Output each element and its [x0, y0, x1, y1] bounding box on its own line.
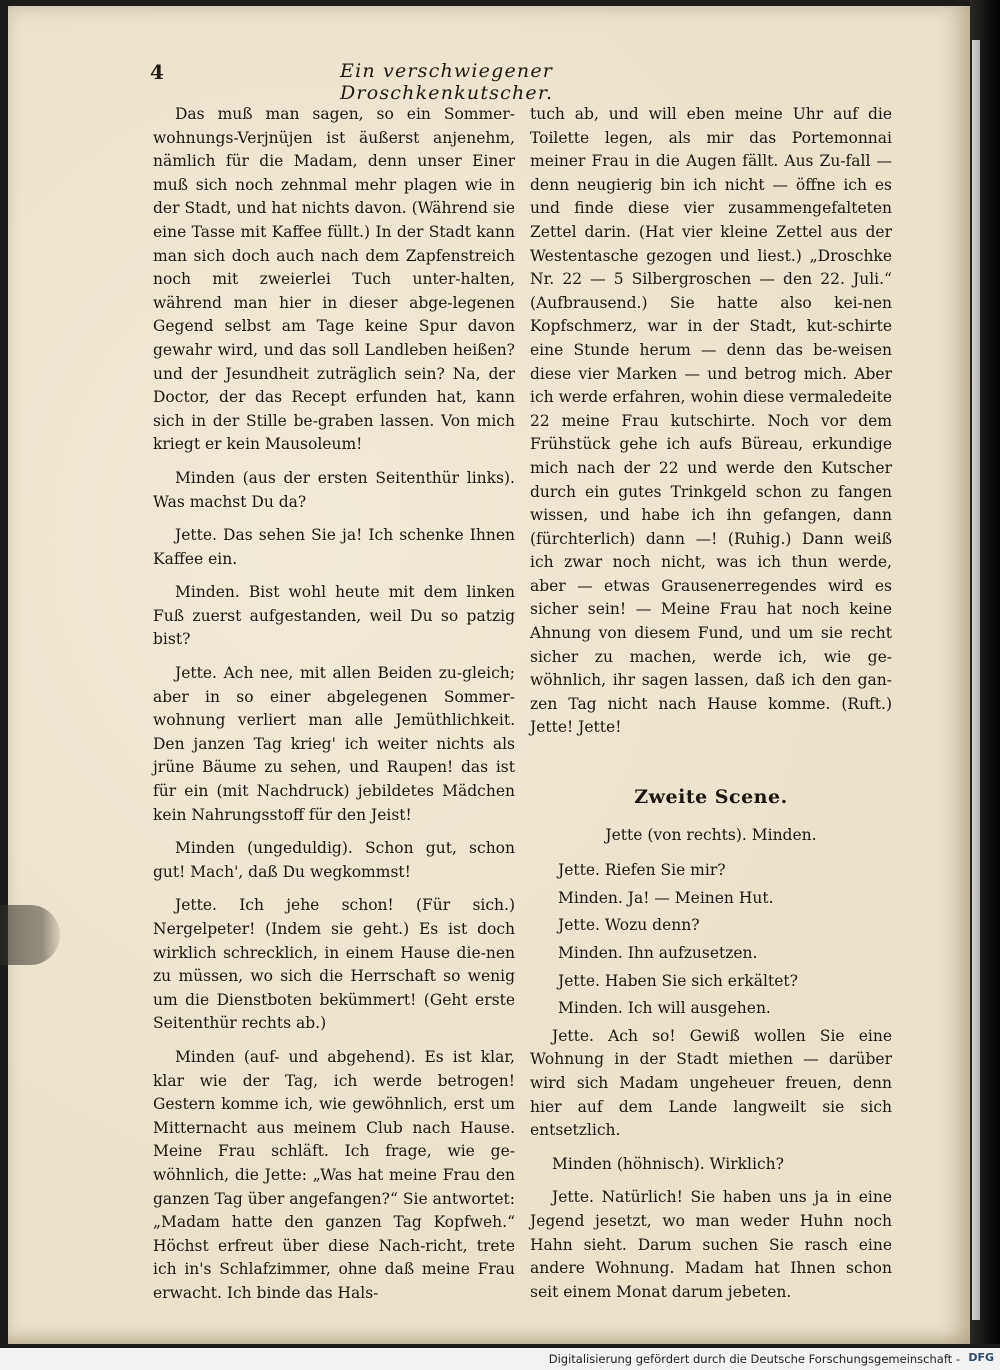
paragraph: Jette. Natürlich! Sie haben uns ja in eine Jegend jesetzt, wo man weder Huhn noch Hahn sieht. Darum suchen Sie rasch eine andere Wohnung. Madam hat Ihnen schon seit einem Monat darum jebeten.: [530, 1188, 892, 1301]
paragraph: Jette. Ach so! Gewiß wollen Sie eine Wohnung in der Stadt miethen — darüber wird sich Madam ungeheuer freuen, denn hier auf dem Lande langweilt sie sich entsetzlich.: [530, 1026, 892, 1140]
dfg-logo: DFG: [968, 1351, 994, 1364]
page-tab-shadow: [0, 905, 60, 965]
right-column: [530, 103, 892, 1304]
paragraph: tuch ab, und will eben meine Uhr auf die Toilette legen, als mir das Portemonnai meiner Frau in die Augen fällt. Aus Zu-fall — denn neugierig bin ich nicht — öffne ich es und finde diese vier zusammengefalteten Zettel darin. (Hat vier kleine Zettel aus der Westentasche gezogen und liest.) „Droschke Nr. 22 — 5 Silbergroschen — den 22. Juli.“ (Aufbrausend.) Sie hatte also kei-nen Kopfschmerz, war in der Stadt, kut-schirte eine Stunde herum — denn das be-weisen diese vier Marken — und betrog mich. Aber ich werde erfahren, wohin diese vermaledeite 22 meine Frau kutschirte. Noch vor dem Frühstück gehe ich aufs Büreau, erkundige mich nach der 22 und werde den Kutscher durch ein gutes Trinkgeld schon zu fangen wissen, und habe ich ihn gefangen, dann (fürchterlich) dann —! (Ruhig.) Dann weiß ich zwar noch nicht, was ich thun werde, aber — etwas Grausenerregendes wird es sicher sein! — Meine Frau hat noch keine Ahnung von diesem Fund, und um sie recht sicher zu machen, werde ich, wie ge-wöhnlich, ihr sagen lassen, daß ich den gan-zen Tag nicht nach Hause komme. (Ruft.) Jette! Jette!: [530, 105, 892, 737]
dialogue-line: Jette. Riefen Sie mir?: [558, 861, 726, 880]
page-number: 4: [150, 60, 166, 84]
footer-text: Digitalisierung gefördert durch die Deutsche Forschungsgemeinschaft -: [548, 1352, 960, 1366]
paragraph: Minden. Bist wohl heute mit dem linken Fuß zuerst aufgestanden, weil Du so patzig bist?: [153, 583, 515, 649]
digitization-footer: [0, 1348, 1000, 1370]
paragraph: Minden (höhnisch). Wirklich?: [552, 1154, 784, 1173]
running-head: [150, 60, 710, 104]
paragraph: Jette. Ich jehe schon! (Für sich.) Nergelpeter! (Indem sie geht.) Es ist doch wirklich schrecklich, in einem Hause die-nen zu müssen, wo sich die Herrschaft so wenig um die Dienstboten bekümmert! (Geht erste Seitenthür rechts ab.): [153, 896, 515, 1033]
dialogue-short: [530, 859, 892, 1021]
paragraph: Minden (auf- und abgehend). Es ist klar, klar wie der Tag, ich werde betrogen! Gestern komme ich, wie gewöhnlich, erst um Mitternacht aus meinem Club nach Hause. Meine Frau schläft. Ich frage, wie ge-wöhnlich, die Jette: „Was hat meine Frau den ganzen Tag über angefangen?“ Sie antwortet: „Madam hatte den ganzen Tag Kopfweh.“ Höchst erfreut über diese Nach-richt, trete ich in's Schlafzimmer, ohne daß meine Frau erwacht. Ich binde das Hals-: [153, 1047, 515, 1302]
left-column: [153, 103, 515, 1306]
running-title: Ein verschwiegener Droschkenkutscher.: [340, 60, 554, 104]
dialogue-line: Minden. Ihn aufzusetzen.: [558, 944, 758, 962]
paragraph: Minden (ungeduldig). Schon gut, schon gut! Mach', daß Du wegkommst!: [153, 839, 515, 881]
dialogue-line: Jette. Haben Sie sich erkältet?: [558, 971, 798, 990]
paragraph: Minden (aus der ersten Seitenthür links). Was machst Du da?: [153, 468, 515, 511]
paragraph: Jette. Das sehen Sie ja! Ich schenke Ihnen Kaffee ein.: [153, 526, 515, 568]
color-calibration-strip: [972, 40, 980, 1320]
paragraph: Jette. Ach nee, mit allen Beiden zu-gleich; aber in so einer abgelegenen Sommer-wohnung verliert man alle Jemüthlichkeit. Den janzen Tag krieg' ich weiter nichts als jrüne Bäume zu sehen, und Raupen! das ist für ein (mit Nachdruck) jebildetes Mädchen kein Nahrungsstoff für den Jeist!: [153, 664, 515, 824]
scene-heading: Zweite Scene.: [634, 786, 788, 809]
paragraph: Das muß man sagen, so ein Sommer-wohnungs-Verjnüjen ist äußerst anjenehm, nämlich für die Madam, denn unser Einer muß sich noch zehnmal mehr plagen wie in der Stadt, und hat nichts davon. (Während sie eine Tasse mit Kaffee füllt.) In der Stadt kann man sich doch auch nach dem Zapfenstreich noch mit zweierlei Tuch unter-halten, während man hier in dieser abge-legenen Gegend selbst am Tage keine Spur davon gewahr wird, und das soll Landleben heißen? und der Jesundheit zuträglich sein? Na, der Doctor, der das Recept erfunden hat, kann sich in der Stille be-graben lassen. Von mich kriegt er kein Mausoleum!: [153, 105, 515, 454]
dialogue-line: Minden. Ich will ausgehen.: [558, 999, 771, 1018]
dialogue-line: Minden. Ja! — Meinen Hut.: [558, 888, 774, 907]
scene-personae: Jette (von rechts). Minden.: [605, 825, 817, 844]
dialogue-line: Jette. Wozu denn?: [558, 916, 700, 935]
